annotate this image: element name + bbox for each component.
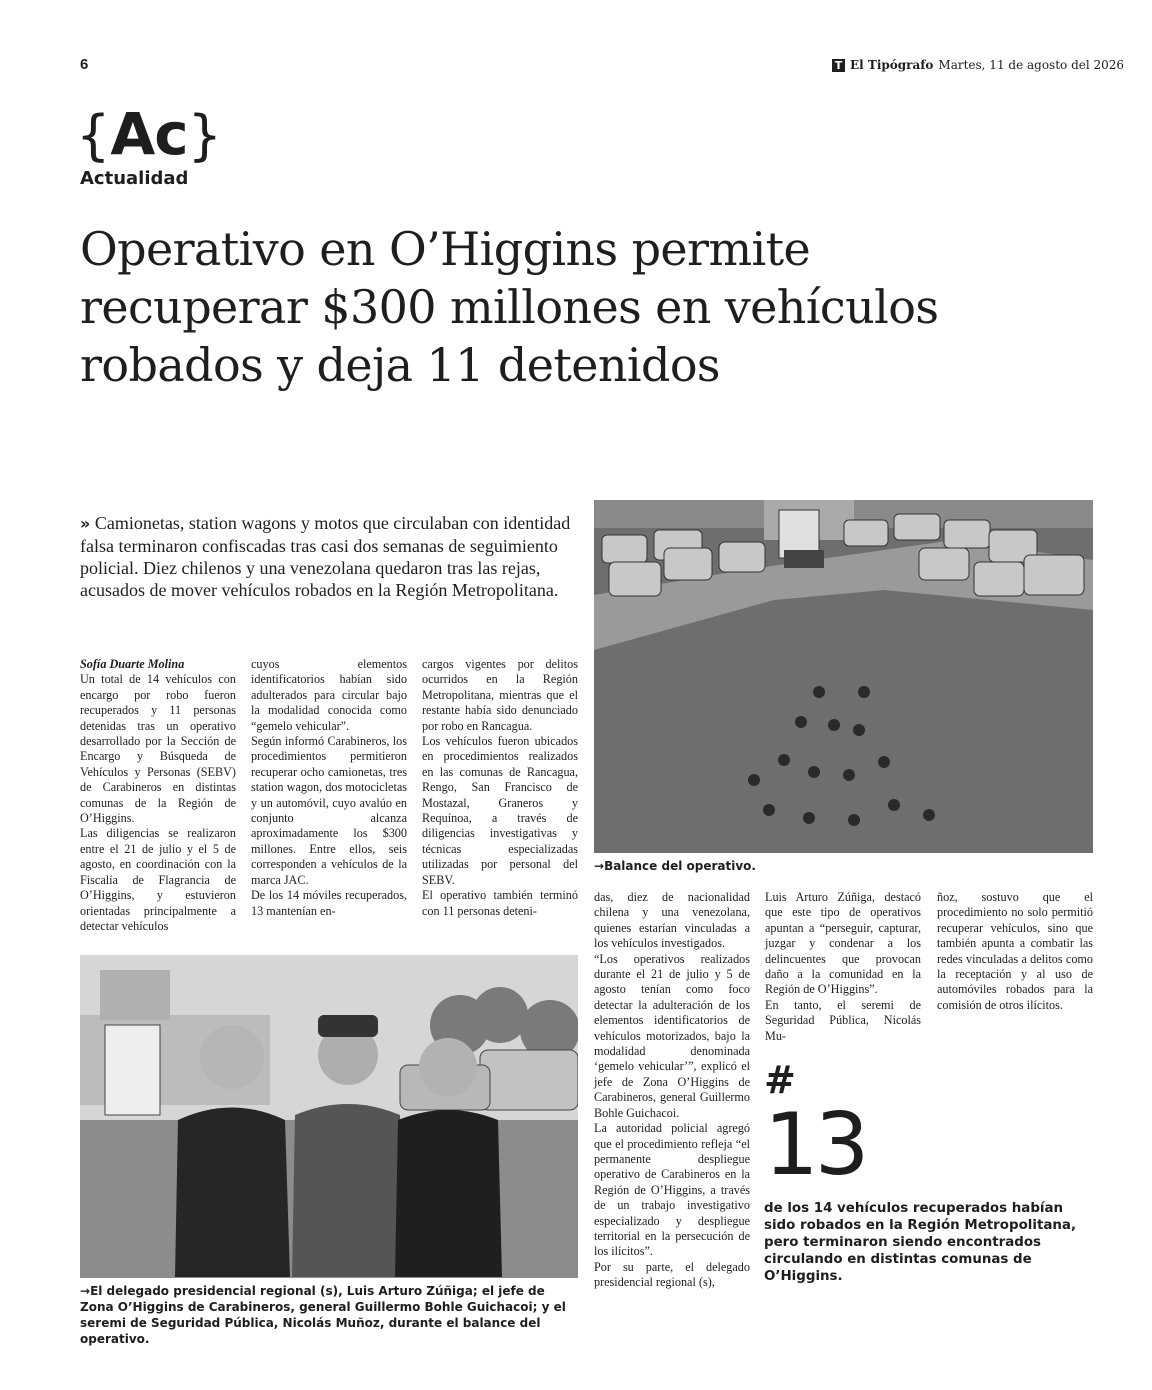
paragraph: Luis Arturo Zúñiga, destacó que este tipo de operativos apuntan a “perseguir, capturar, juzgar y condenar a los delincuentes que provocan daño a la comunidad en la Región de O’Higgins”. [765, 890, 921, 997]
paragraph: El operativo también terminó con 11 personas deteni- [422, 888, 578, 918]
article-column-4 [594, 890, 750, 1291]
article-column-1 [80, 657, 236, 934]
paragraph: cargos vigentes por delitos ocurridos en la Región Metropolitana, mientras que el restante había sido denunciado por robo en Rancagua. [422, 657, 578, 733]
section-name: Actualidad [80, 168, 189, 189]
brace-close: } [187, 104, 222, 167]
page-number: 6 [80, 56, 89, 73]
paragraph: En tanto, el seremi de Seguridad Pública, Nicolás Mu- [765, 997, 921, 1043]
paragraph: Los vehículos fueron ubicados en procedimientos realizados en las comunas de Rancagua, Rengo, San Francisco de Mostazal, Graneros y Requínoa, a través de diligencias investigativas y técnicas especializadas utilizadas por personal del SEBV. [422, 734, 578, 887]
photo-press-conference-aerial [594, 500, 1093, 853]
paragraph: Las diligencias se realizaron entre el 21 de julio y el 5 de agosto, en coordinación con la Fiscalía de Flagrancia de O’Higgins, y estuvieron orientadas principalmente a detectar vehículos [80, 826, 236, 933]
paragraph: Según informó Carabineros, los procedimientos permitieron recuperar ocho camionetas, tres station wagon, dos motocicletas y un automóvil, cuyo avalúo en conjunto alcanza aproximadamente los $300 millones. Entre ellos, seis corresponden a vehículos de la marca JAC. [251, 734, 407, 887]
officials-scene-illustration [80, 955, 578, 1278]
headline-line: robados y deja 11 detenidos [80, 338, 720, 392]
photo-caption-bottom [80, 1283, 578, 1347]
deck-marker-icon: » [80, 514, 91, 533]
paragraph: das, diez de nacionalidad chilena y una venezolana, quienes estarían vinculadas a los vehículos investigados. [594, 890, 750, 951]
headline-line: Operativo en O’Higgins permite [80, 222, 811, 276]
section-abbr: Ac [110, 100, 188, 168]
paragraph: “Los operativos realizados durante el 21 de julio y 5 de agosto tenían como foco detectar la adulteración de los elementos identificatorios de vehículos motorizados, bajo la modalidad denominada ‘gemelo vehicular’”, explicó el jefe de Zona O’Higgins de Carabineros, general Guillermo Bohle Guichacoi. [594, 951, 750, 1120]
paragraph: La autoridad policial agregó que el procedimiento refleja “el permanente despliegue operativo de Carabineros en la Región de O’Higgins, a través de un trabajo investigativo especializado y despliegue territorial en la persecución de los ilícitos”. [594, 1121, 750, 1259]
paragraph: De los 14 móviles recuperados, 13 mantenían en- [251, 888, 407, 918]
caption-arrow-icon: → [594, 859, 605, 873]
article-column-2 [251, 657, 407, 919]
paragraph: Por su parte, el delegado presidencial regional (s), [594, 1259, 750, 1290]
paragraph: Un total de 14 vehículos con encargo por robo fueron recuperados y 11 personas detenidas tras un operativo desarrollado por la Sección de Encargo y Búsqueda de Vehículos y Personas (SEBV) de Carabineros en distintas comunas de la Región de O’Higgins. [80, 672, 236, 826]
article-column-6 [937, 890, 1093, 1013]
headline-line: recuperar $300 millones en vehículos [80, 280, 939, 334]
photo-officials-portrait [80, 955, 578, 1278]
aerial-scene-illustration [594, 500, 1093, 853]
caption-text: Balance del operativo. [604, 859, 756, 873]
paragraph: ñoz, sostuvo que el procedimiento no solo permitió recuperar vehículos, sino que también apunta a combatir las redes vinculadas a delitos como la receptación y al uso de automóviles robados para la comisión de otros ilícitos. [937, 890, 1093, 1012]
masthead [832, 58, 1124, 72]
article-column-5 [765, 890, 921, 1044]
article-column-3 [422, 657, 578, 919]
publication-logo-icon: T [832, 59, 845, 72]
brace-open: { [76, 104, 111, 167]
deck-text: Camionetas, station wagons y motos que circulaban con identidad falsa terminaron confiscadas tras casi dos semanas de seguimiento policial. Diez chilenos y una venezolana quedaron tras las rejas, acusados de mover vehículos robados en la Región Metropolitana. [80, 513, 571, 600]
factbox-number: 13 [764, 1095, 866, 1195]
section-logo [76, 100, 222, 168]
caption-text: El delegado presidencial regional (s), Luis Arturo Zúñiga; el jefe de Zona O’Higgins de Carabineros, general Guillermo Bohle Guichacoi; y el seremi de Seguridad Pública, Nicolás Muñoz, durante el balance del operativo. [80, 1284, 566, 1346]
photo-caption-top [594, 858, 1093, 874]
headline [80, 220, 1080, 394]
publication-date: Martes, 11 de agosto del 2026 [938, 58, 1125, 72]
paragraph: cuyos elementos identificatorios habían sido adulterados para circular bajo la modalidad conocida como “gemelo vehicular”. [251, 657, 407, 733]
article-deck [80, 512, 580, 601]
factbox-text: de los 14 vehículos recuperados habían sido robados en la Región Metropolitana, pero terminaron siendo encontrados circulando en distintas comunas de O’Higgins. [764, 1201, 1077, 1284]
byline: Sofía Duarte Molina [80, 657, 185, 671]
publication-name: El Tipógrafo [850, 58, 934, 72]
factbox-hash-icon: # [764, 1058, 796, 1102]
caption-arrow-icon: → [80, 1284, 91, 1298]
